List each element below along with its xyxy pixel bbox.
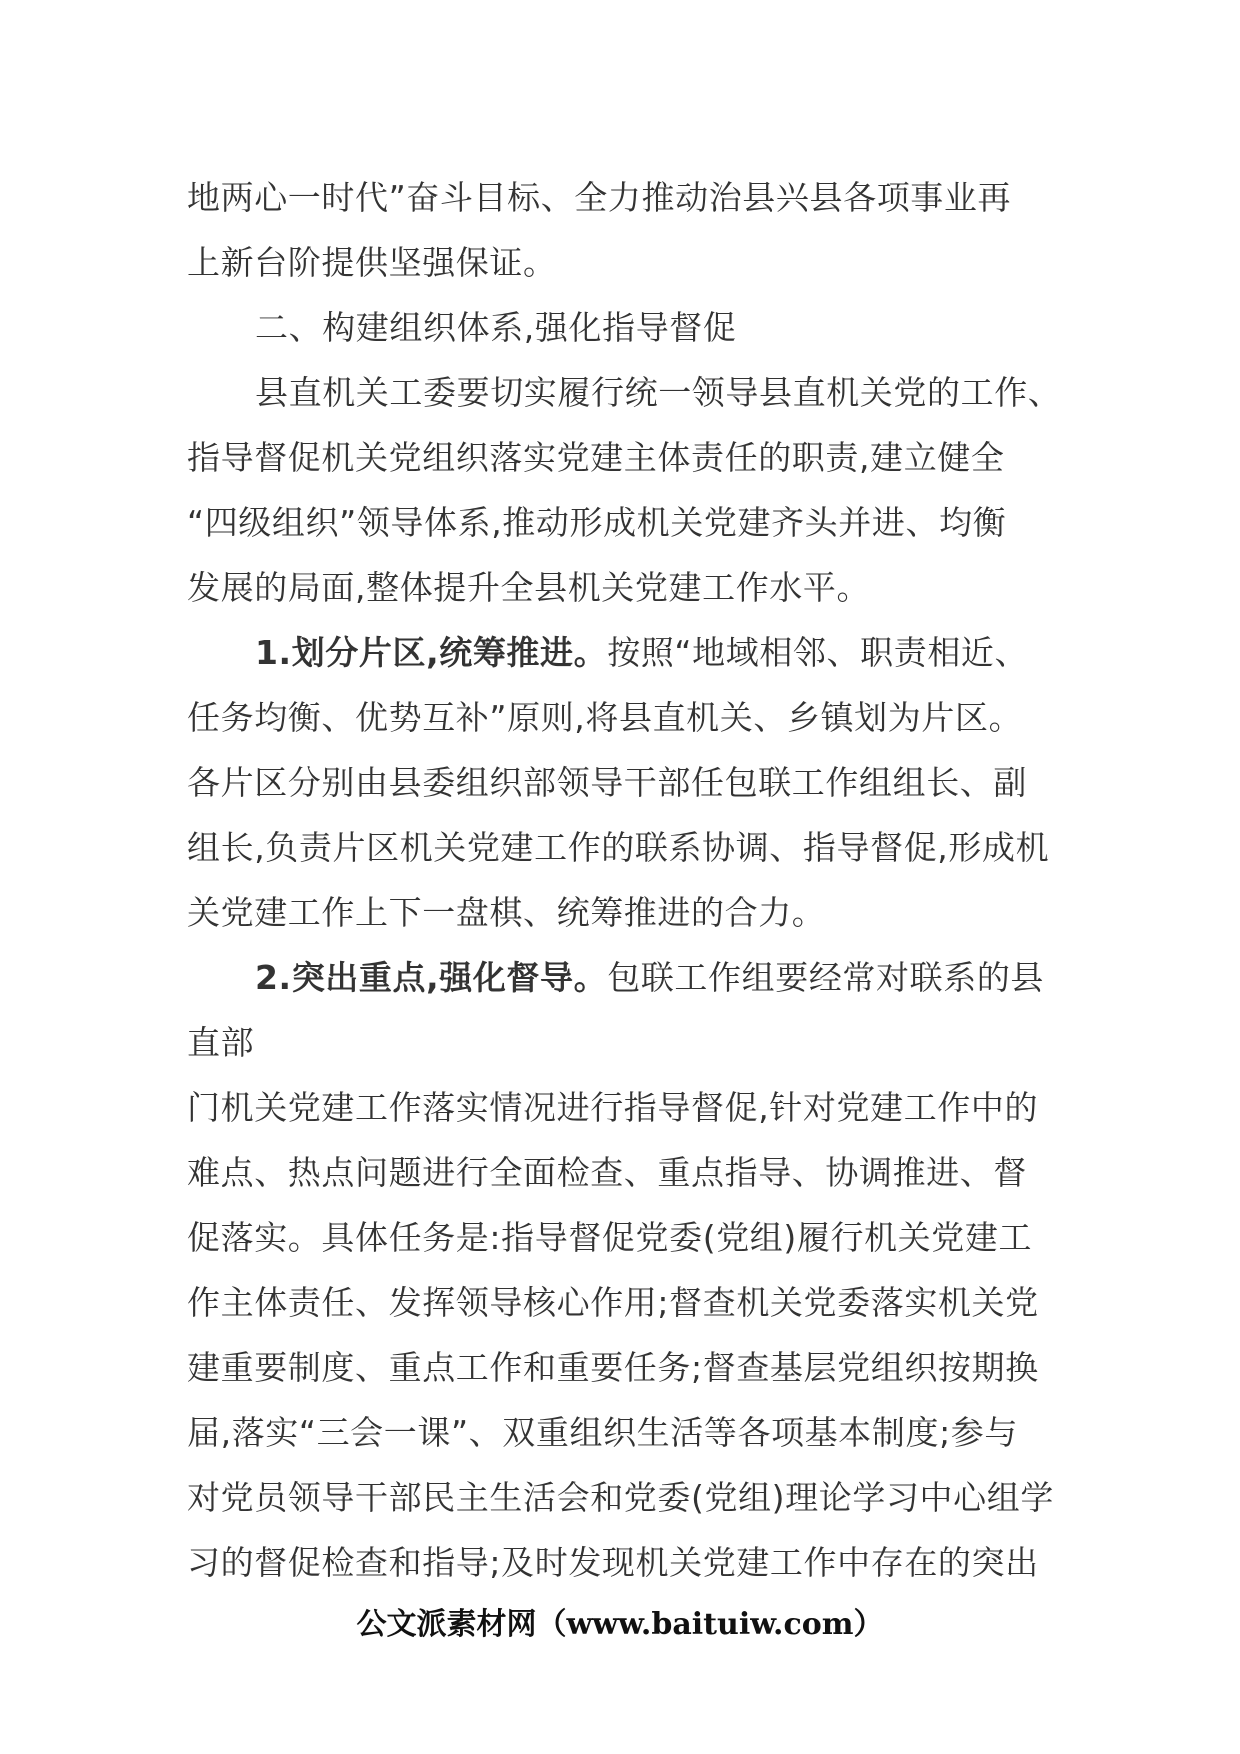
item-2-line	[187, 945, 1057, 1010]
item-1-line	[187, 620, 1057, 685]
text-line-16: 难点、热点问题进行全面检查、重点指导、协调推进、督	[187, 1153, 1027, 1192]
text-line-22: 习的督促检查和指导;及时发现机关党建工作中存在的突出	[187, 1543, 1039, 1582]
section-heading: 二、构建组织体系,强化指导督促	[255, 308, 737, 347]
text-line-2: 上新台阶提供坚强保证。	[187, 243, 557, 282]
text-line-5: 指导督促机关党组织落实党建主体责任的职责,建立健全	[187, 438, 1005, 477]
item-2-title: 2.突出重点,强化督导。	[255, 958, 608, 997]
text-line-14: 直部	[187, 1023, 255, 1062]
text-line-7: 发展的局面,整体提升全县机关党建工作水平。	[187, 568, 871, 607]
text-line-11: 组长,负责片区机关党建工作的联系协调、指导督促,形成机	[187, 828, 1050, 867]
text-line-19: 建重要制度、重点工作和重要任务;督查基层党组织按期换	[187, 1348, 1039, 1387]
text-line-12: 关党建工作上下一盘棋、统筹推进的合力。	[187, 893, 826, 932]
text-line-1: 地两心一时代”奋斗目标、全力推动治县兴县各项事业再	[187, 178, 1012, 217]
text-line-17: 促落实。具体任务是:指导督促党委(党组)履行机关党建工	[187, 1218, 1033, 1257]
item-1-title: 1.划分片区,统筹推进。	[255, 633, 608, 672]
document-body	[187, 165, 1062, 1595]
text-line-10: 各片区分别由县委组织部领导干部任包联工作组组长、副	[187, 763, 1027, 802]
text-line-18: 作主体责任、发挥领导核心作用;督查机关党委落实机关党	[187, 1283, 1039, 1322]
text-line-6: “四级组织”领导体系,推动形成机关党建齐头并进、均衡	[187, 503, 1007, 542]
item-2-text: 包联工作组要经常对联系的县	[607, 958, 1045, 997]
text-line-20: 届,落实“三会一课”、双重组织生活等各项基本制度;参与	[187, 1413, 1018, 1452]
text-line-15: 门机关党建工作落实情况进行指导督促,针对党建工作中的	[187, 1088, 1039, 1127]
footer-watermark: 公文派素材网（www.baituiw.com）	[356, 1607, 884, 1642]
item-1-text: 按照“地域相邻、职责相近、	[607, 633, 1029, 672]
text-line-4: 县直机关工委要切实履行统一领导县直机关党的工作、	[255, 373, 1062, 412]
text-line-21: 对党员领导干部民主生活会和党委(党组)理论学习中心组学	[187, 1478, 1054, 1517]
text-line-9: 任务均衡、优势互补”原则,将县直机关、乡镇划为片区。	[187, 698, 1023, 737]
